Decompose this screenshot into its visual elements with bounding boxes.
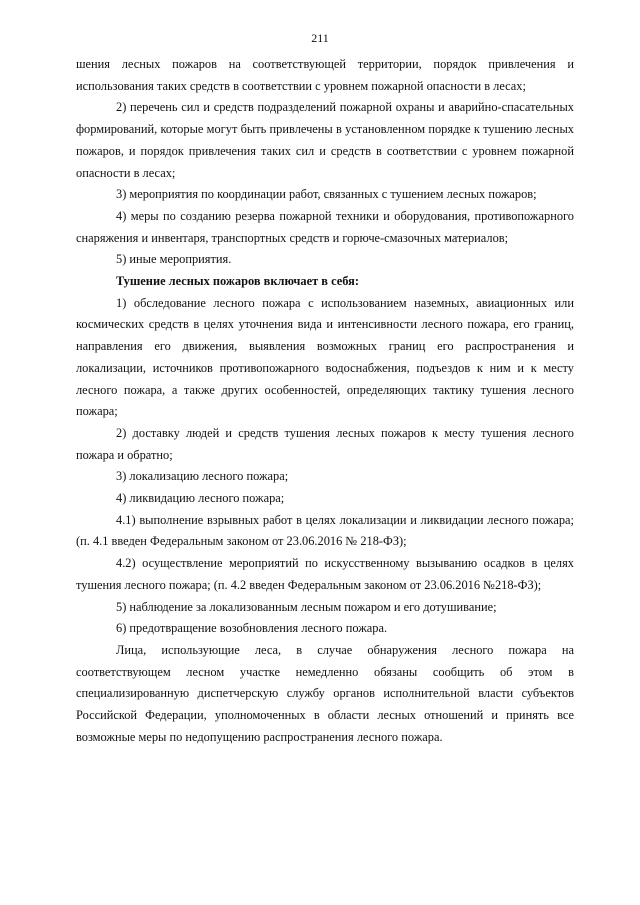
paragraph: 4.2) осуществление мероприятий по искусственному вызыванию осадков в целях тушения лесного пожара; (п. 4.2 введен Федеральным законом от 23.06.2016 №218-ФЗ); — [76, 556, 574, 592]
paragraph: 4) меры по созданию резерва пожарной техники и оборудования, противопожарного снаряжения и инвентаря, транспортных средств и горюче-смазочных материалов; — [76, 208, 574, 245]
paragraph: 5) наблюдение за локализованным лесным пожаром и его дотушивание; — [116, 599, 497, 614]
paragraph: 3) локализацию лесного пожара; — [116, 469, 289, 484]
paragraph: 3) мероприятия по координации работ, связанных с тушением лесных пожаров; — [116, 187, 537, 202]
paragraph: 4.1) выполнение взрывных работ в целях локализации и ликвидации лесного пожара;(п. 4.1 введен Федеральным законом от 23.06.2016 № 218-ФЗ); — [76, 512, 574, 549]
paragraph: Лица, использующие леса, в случае обнаружения лесного пожара на соответствующем лесном участке немедленно обязаны сообщить об этом в специализированную диспетчерскую службу органов исполнительной власти субъектов Российской Федерации, уполномоченных в области лесных отношений и принять все возможные меры по недопущению распространения лесного пожара. — [76, 642, 574, 744]
paragraph: 2) доставку людей и средств тушения лесных пожаров к месту тушения лесного пожара и обратно; — [76, 425, 574, 462]
document-body — [76, 54, 574, 749]
paragraph: шения лесных пожаров на соответствующей территории, порядок привлечения и использования таких средств в соответствии с уровнем пожарной опасности в лесах; — [76, 57, 574, 93]
paragraph: 5) иные мероприятия. — [116, 252, 232, 267]
paragraph: 4) ликвидацию лесного пожара; — [116, 491, 285, 506]
page-number: 211 — [311, 31, 329, 45]
paragraph: 2) перечень сил и средств подразделений пожарной охраны и аварийно-спасательных формирований, которые могут быть привлечены в установленном порядке к тушению лесных пожаров, и порядок привлечения таких сил и средств в соответствии с уровнем пожарной опасности в лесах; — [76, 100, 574, 180]
section-heading: Тушение лесных пожаров включает в себя: — [116, 274, 359, 289]
paragraph: 1) обследование лесного пожара с использованием наземных, авиационных или космических средств в целях уточнения вида и интенсивности лесного пожара, его границ, направления его движения, выявления возможных границ его распространения и локализации, источников противопожарного водоснабжения, подъездов к ним и к месту лесного пожара, а также других особенностей, определяющих тактику тушения лесного пожара; — [76, 295, 574, 419]
paragraph: 6) предотвращение возобновления лесного пожара. — [116, 621, 388, 636]
